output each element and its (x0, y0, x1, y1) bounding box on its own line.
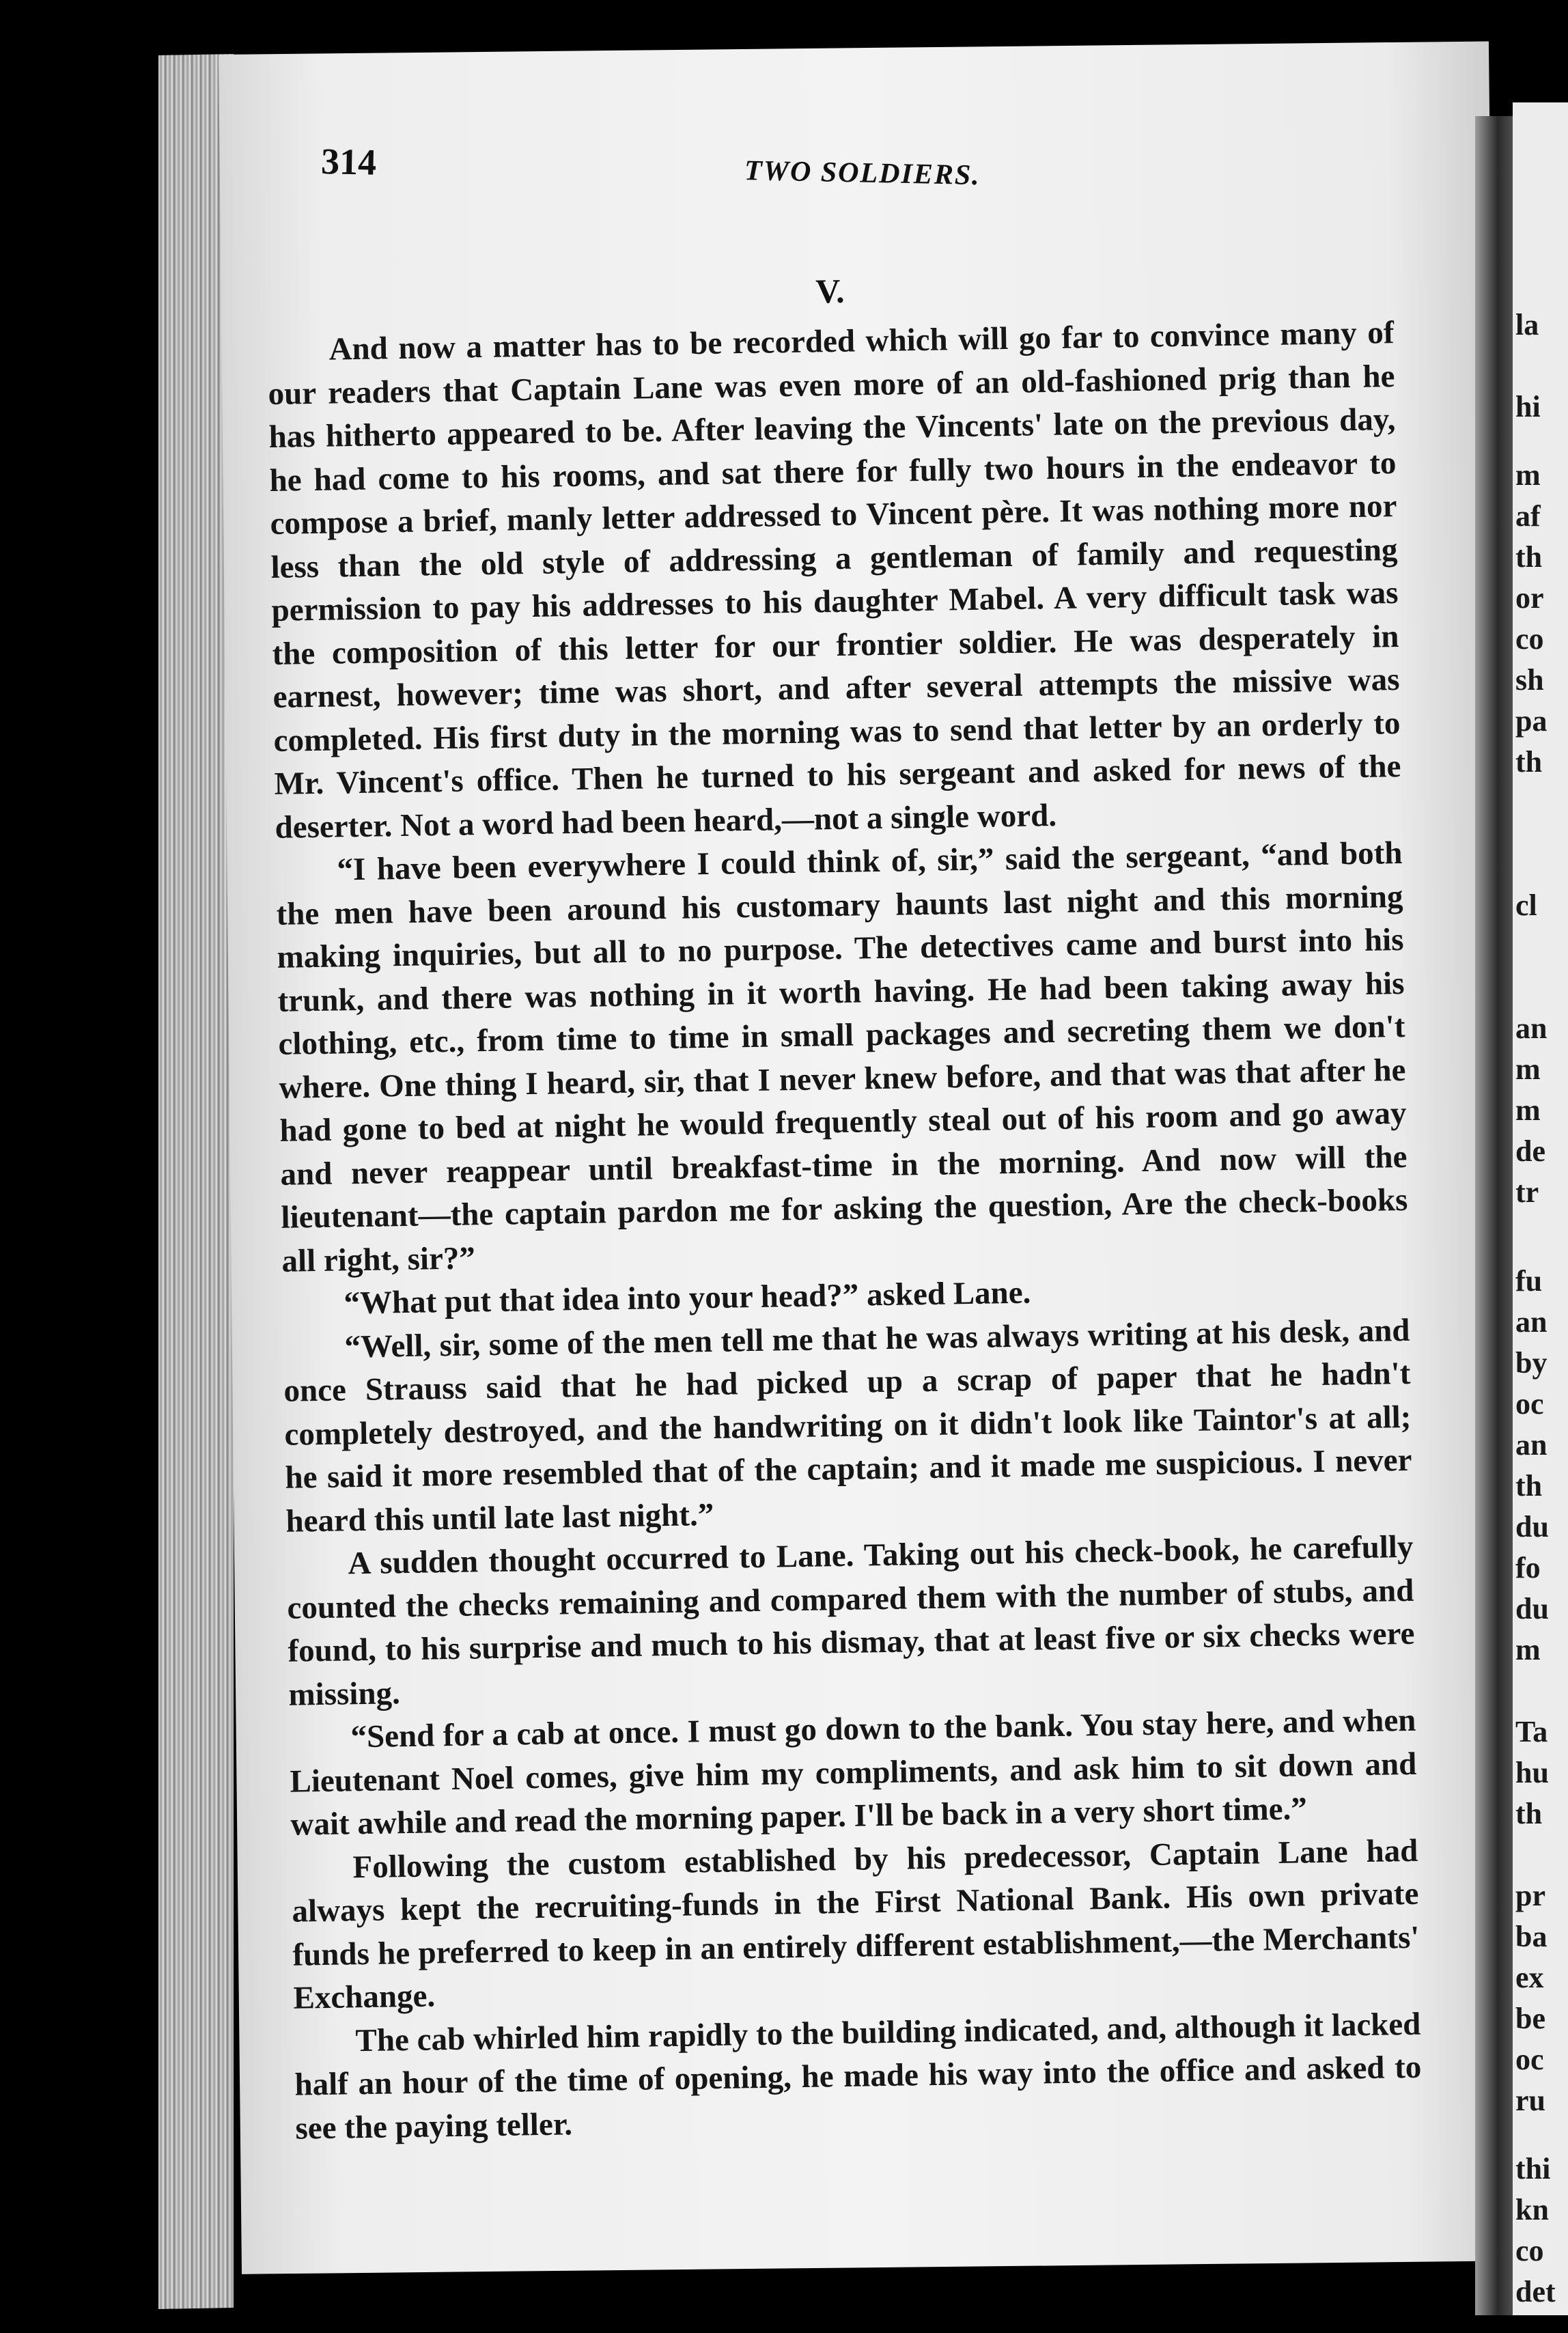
facing-page-fragment: du (1515, 1510, 1549, 1543)
facing-page-fragment: ex (1515, 1961, 1544, 1994)
facing-page-fragment: hi (1515, 390, 1541, 423)
paragraph: “Well, sir, some of the men tell me that he was always writing at his desk, and once Strauss said that he had picked up a scrap of paper that he hadn't completely destroyed, and the handwriting on it didn't look like Taintor's at all; he said it more resembled that of the captain; and it made me suspicious. I never heard this until late last night.” (283, 1312, 1412, 1539)
facing-page-edge (1513, 102, 1568, 2315)
running-head: TWO SOLDIERS. (744, 154, 981, 192)
body-text (266, 262, 1423, 2192)
facing-page-fragment: du (1515, 1592, 1549, 1625)
facing-page-fragment: an (1515, 1428, 1548, 1462)
facing-page-fragment: an (1515, 1011, 1548, 1045)
paragraph: Following the custom established by his predecessor, Captain Lane had always kept the recruiting-funds in the First National Bank. His own private funds he preferred to keep in an entirely different establishment,—the Merchants' Exchange. (292, 1832, 1420, 2016)
facing-page-fragment: th (1515, 1469, 1543, 1503)
facing-page-fragment: Ta (1515, 1715, 1548, 1748)
facing-page-fragment: pa (1515, 704, 1548, 738)
book-gutter (1475, 116, 1516, 2315)
paragraph: A sudden thought occurred to Lane. Taking out his check-book, he carefully counted the checks remaining and compared them with the number of stubs, and found, to his surprise and much to his dismay, that at least five or six checks were missing. (287, 1528, 1415, 1713)
facing-page-fragment: be (1515, 2002, 1545, 2035)
paragraph: “I have been everywhere I could think of, sir,” said the sergeant, “and both the men have been around his customary haunts last night and this morning making inquiries, but all to no purpose. The detectives came and burst into his trunk, and there was nothing in it worth having. He had been taking away his clothing, etc., from time to time in small packages and secreting them we don't where. One thing I heard, sir, that I never knew before, and that was that after he had gone to bed at night he would frequently steal out of his room and go away and never reappear until breakfast-time in the morning. And now will the lieutenant—the captain pardon me for asking the question, Are the check-books all right, sir?” (276, 835, 1408, 1279)
facing-page-fragment: cl (1515, 889, 1537, 922)
facing-page-fragment: fo (1515, 1551, 1541, 1584)
page-number: 314 (320, 141, 377, 183)
facing-page-fragment: kn (1515, 2193, 1549, 2226)
facing-page-fragment: m (1515, 1633, 1541, 1666)
facing-page-fragment: th (1515, 540, 1543, 574)
facing-page-fragment: ru (1515, 2084, 1545, 2117)
facing-page-fragment: thi (1515, 2152, 1551, 2185)
facing-page-fragment: de (1515, 1134, 1545, 1168)
facing-page-fragment: det (1515, 2275, 1556, 2308)
facing-page-fragment: m (1515, 1093, 1541, 1127)
facing-page-fragment: tr (1515, 1175, 1539, 1209)
facing-page-fragment: th (1515, 1797, 1543, 1830)
facing-page-fragment: ba (1515, 1920, 1548, 1953)
paragraph: “Send for a cab at once. I must go down to the bank. You stay here, and when Lieutenant Noel comes, give him my compliments, and ask him to sit down and wait awhile and read the morning paper. I'll be back in a very short time.” (290, 1702, 1417, 1843)
facing-page-fragment: by (1515, 1346, 1548, 1380)
facing-page-fragment: fu (1515, 1264, 1543, 1298)
paragraph: “What put that idea into your head?” asked Lane. (344, 1274, 1031, 1322)
facing-page-fragment: pr (1515, 1879, 1545, 1912)
facing-page-fragment: co (1515, 622, 1544, 656)
facing-page-fragment: af (1515, 499, 1541, 533)
facing-page-fragment: m (1515, 1052, 1541, 1086)
paragraph: The cab whirled him rapidly to the building indicated, and, although it lacked half an hour of the time of opening, he made his way into the office and asked to see the paying teller. (294, 2006, 1422, 2147)
facing-page-fragment: th (1515, 745, 1543, 779)
facing-page-fragment: an (1515, 1305, 1548, 1339)
facing-page-fragment: oc (1515, 2043, 1544, 2076)
facing-page-fragment: co (1515, 2234, 1544, 2267)
facing-page-fragment: hu (1515, 1756, 1549, 1789)
facing-page-fragment: or (1515, 581, 1544, 615)
facing-page-fragment: oc (1515, 1387, 1544, 1421)
chapter-heading: V. (815, 271, 845, 311)
facing-page-fragment: la (1515, 308, 1539, 341)
facing-page-fragment: m (1515, 458, 1541, 492)
paragraph: And now a matter has to be recorded which will go far to convince many of our readers that Captain Lane was even more of an old-fashioned prig than he has hitherto appeared to be. After leaving the Vincents' late on the previous day, he had come to his rooms, and sat there for fully two hours in the endeavor to compose a brief, manly letter addressed to Vincent père. It was nothing more nor less than the old style of addressing a gentleman of family and requesting permission to pay his addresses to his daughter Mabel. A very difficult task was the composition of this letter for our frontier soldier. He was desperately in earnest, however; time was short, and after several attempts the missive was completed. His first duty in the morning was to send that letter by an orderly to Mr. Vincent's office. Then he turned to his sergeant and asked for news of the deserter. Not a word had been heard,—not a single word. (268, 315, 1401, 846)
facing-page-fragment: sh (1515, 663, 1544, 697)
